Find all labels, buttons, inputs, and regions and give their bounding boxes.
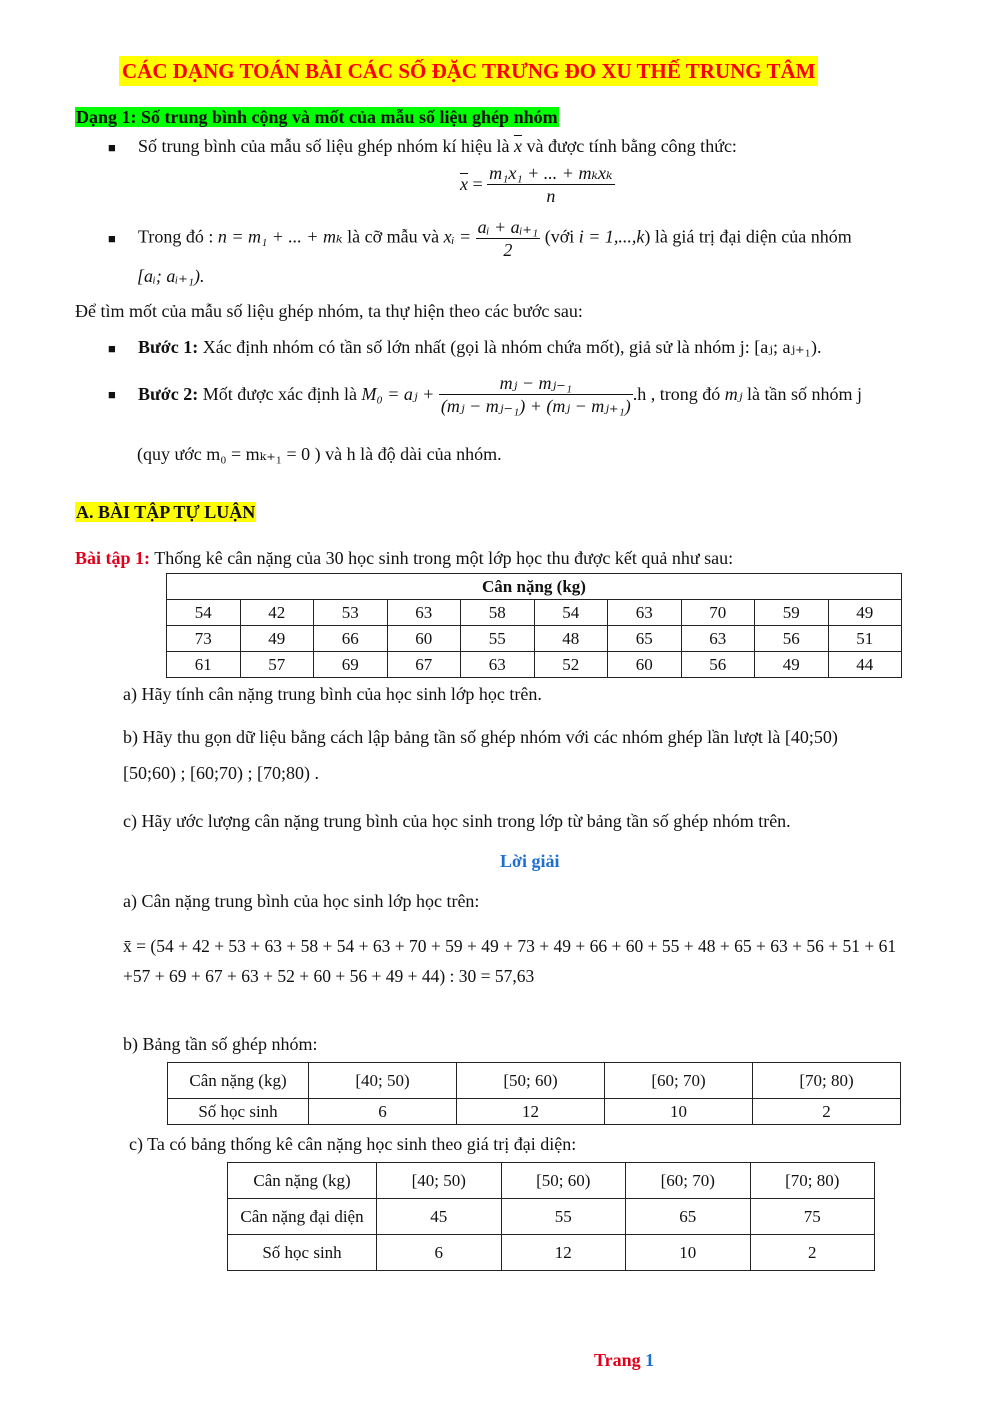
table-row <box>167 600 902 626</box>
table-cell: 44 <box>828 652 902 678</box>
table-cell: 12 <box>457 1099 605 1125</box>
table-cell: 49 <box>828 600 902 626</box>
table-row <box>167 652 902 678</box>
table-row <box>167 626 902 652</box>
bullet-square-icon: ■ <box>108 341 116 356</box>
mean-formula <box>460 162 615 207</box>
representative-values-table <box>227 1162 875 1271</box>
page-number: 1 <box>645 1350 655 1370</box>
table-cell: 12 <box>501 1235 626 1271</box>
where-label: Trong đó : <box>138 226 214 247</box>
solution-a-line1: x̄ = (54 + 42 + 53 + 63 + 58 + 54 + 63 + 70 + 59 + 49 + 73 + 49 + 66 + 60 + 55 + 48 + 65 + 63 + 56 + 51 + 61 <box>123 936 897 956</box>
mj-symbol: mⱼ <box>724 384 743 404</box>
table-row-label: Số học sinh <box>168 1099 309 1125</box>
mean-def-text-a: Số trung bình của mẫu số liệu ghép nhóm kí hiệu là <box>138 136 510 156</box>
table-cell: [50; 60) <box>457 1063 605 1099</box>
solution-heading: Lời giải <box>500 851 560 871</box>
table-cell: 6 <box>309 1099 457 1125</box>
mode-formula-lhs: M₀ = aⱼ + <box>361 384 435 404</box>
table-cell: 45 <box>377 1199 502 1235</box>
step1-label: Bước 1: <box>138 337 199 357</box>
table-cell: 65 <box>608 626 682 652</box>
table-cell: 69 <box>314 652 388 678</box>
table-cell: 67 <box>387 652 461 678</box>
table-cell: [60; 70) <box>605 1063 753 1099</box>
mean-definition <box>108 136 737 157</box>
table-cell: 55 <box>501 1199 626 1235</box>
bullet-square-icon: ■ <box>108 140 116 155</box>
table-header-row <box>167 574 902 600</box>
xbar-symbol: $\overline{x}$ <box>513 136 522 156</box>
table-cell: 54 <box>167 600 241 626</box>
xi-fraction-numerator: aᵢ + aᵢ₊₁ <box>477 217 539 237</box>
table-cell: 10 <box>605 1099 753 1125</box>
mean-def-text-b: và được tính bằng công thức: <box>526 136 737 156</box>
table-cell: 70 <box>681 600 755 626</box>
page-word: Trang <box>594 1350 641 1370</box>
solution-b-intro: b) Bảng tần số ghép nhóm: <box>123 1034 318 1054</box>
question-b-line1: b) Hãy thu gọn dữ liệu bằng cách lập bảng tần số ghép nhóm với các nhóm ghép lần lượt là [40;50) <box>123 727 838 747</box>
xi-symbol: xᵢ = <box>443 226 472 247</box>
table-cell: 61 <box>167 652 241 678</box>
table-cell: 63 <box>461 652 535 678</box>
table-cell: 2 <box>753 1099 901 1125</box>
step2-text-a: Mốt được xác định là <box>202 384 358 404</box>
table-cell: 51 <box>828 626 902 652</box>
table-cell: 49 <box>240 626 314 652</box>
question-b-line2: [50;60) ; [60;70) ; [70;80) . <box>123 763 319 783</box>
table-row <box>228 1199 875 1235</box>
table-cell: 73 <box>167 626 241 652</box>
table-cell: 60 <box>608 652 682 678</box>
table-cell: 75 <box>750 1199 875 1235</box>
formula-equals: = <box>472 174 488 194</box>
bullet-square-icon: ■ <box>108 386 116 402</box>
table-cell: 56 <box>681 652 755 678</box>
table-row <box>168 1099 901 1125</box>
table-cell: 60 <box>387 626 461 652</box>
table-cell: 58 <box>461 600 535 626</box>
bullet-square-icon: ■ <box>108 230 116 246</box>
table-cell: 6 <box>377 1235 502 1271</box>
table-cell: 57 <box>240 652 314 678</box>
table-cell: 53 <box>314 600 388 626</box>
mode-fraction-numerator: mⱼ − mⱼ₋₁ <box>439 372 633 395</box>
group-interval: [aᵢ; aᵢ₊₁). <box>137 266 205 286</box>
mode-fraction-denominator: (mⱼ − mⱼ₋₁) + (mⱼ − mⱼ₊₁) <box>440 396 631 416</box>
exercise1-statement <box>75 548 733 569</box>
question-a: a) Hãy tính cân nặng trung bình của học sinh lớp học trên. <box>123 684 542 704</box>
table-row-label: Cân nặng (kg) <box>228 1163 377 1199</box>
xi-fraction <box>476 216 541 261</box>
table-cell: [70; 80) <box>753 1063 901 1099</box>
question-c: c) Hãy ước lượng cân nặng trung bình của học sinh trong lớp từ bảng tần số ghép nhóm trên. <box>123 811 791 831</box>
table-cell: [70; 80) <box>750 1163 875 1199</box>
table-cell: 48 <box>534 626 608 652</box>
exercise1-text: Thống kê cân nặng của 30 học sinh trong một lớp học thu được kết quả như sau: <box>154 548 734 568</box>
step2-text-b: .h , trong đó <box>632 384 721 404</box>
mean-fraction-denominator: n <box>546 186 556 206</box>
mean-fraction-numerator: m₁x₁ + ... + mₖxₖ <box>489 163 613 183</box>
table-cell: 59 <box>755 600 829 626</box>
section-a-heading <box>75 502 256 523</box>
table-row-label: Cân nặng (kg) <box>168 1063 309 1099</box>
table-cell: 63 <box>387 600 461 626</box>
table-cell: 66 <box>314 626 388 652</box>
table-row-label: Số học sinh <box>228 1235 377 1271</box>
section-a-text: A. BÀI TẬP TỰ LUẬN <box>76 502 256 522</box>
exercise1-label: Bài tập 1: <box>75 548 151 568</box>
raw-weights-table <box>166 573 902 678</box>
step1 <box>108 337 821 358</box>
where-clause <box>108 216 852 261</box>
mode-intro: Để tìm mốt của mẫu số liệu ghép nhóm, ta thự hiện theo các bước sau: <box>75 301 583 321</box>
table-cell: 10 <box>626 1235 751 1271</box>
table-cell: [40; 50) <box>309 1063 457 1099</box>
table-row-label: Cân nặng đại diện <box>228 1199 377 1235</box>
step2-label: Bước 2: <box>138 384 199 404</box>
solution-c-intro: c) Ta có bảng thống kê cân nặng học sinh theo giá trị đại diện: <box>129 1134 577 1154</box>
page-title: CÁC DẠNG TOÁN BÀI CÁC SỐ ĐẶC TRƯNG ĐO XU THẾ TRUNG TÂM <box>119 56 818 86</box>
table-row <box>228 1163 875 1199</box>
table-cell: 54 <box>534 600 608 626</box>
mode-fraction <box>439 372 633 417</box>
table-cell: 42 <box>240 600 314 626</box>
table-cell: 63 <box>608 600 682 626</box>
table-row <box>168 1063 901 1099</box>
table-header: Cân nặng (kg) <box>167 574 902 600</box>
dang1-heading <box>75 107 559 128</box>
sample-size-formula: n = m₁ + ... + mₖ <box>217 226 343 247</box>
table-row <box>228 1235 875 1271</box>
table-cell: [50; 60) <box>501 1163 626 1199</box>
solution-a-intro: a) Cân nặng trung bình của học sinh lớp học trên: <box>123 891 480 911</box>
table-cell: 55 <box>461 626 535 652</box>
table-cell: 52 <box>534 652 608 678</box>
table-cell: 65 <box>626 1199 751 1235</box>
step1-text: Xác định nhóm có tần số lớn nhất (gọi là nhóm chứa mốt), giả sử là nhóm j: [aⱼ; aⱼ₊₁). <box>202 337 822 357</box>
page-footer <box>594 1350 654 1371</box>
table-cell: [40; 50) <box>377 1163 502 1199</box>
table-cell: 49 <box>755 652 829 678</box>
dang1-heading-text: Dạng 1: Số trung bình cộng và mốt của mẫu số liệu ghép nhóm <box>76 107 558 127</box>
index-range: i = 1,...,k <box>578 226 645 247</box>
table-cell: 2 <box>750 1235 875 1271</box>
where-text-d: ) là giá trị đại diện của nhóm <box>644 226 852 247</box>
formula-xbar: $\overline{x}$ <box>460 174 468 194</box>
step2 <box>108 372 862 417</box>
solution-a-line2: +57 + 69 + 67 + 63 + 52 + 60 + 56 + 49 + 44) : 30 = 57,63 <box>123 966 535 986</box>
xi-fraction-denominator: 2 <box>503 240 513 260</box>
where-text-b: là cỡ mẫu và <box>347 226 440 247</box>
mode-convention: (quy ước m₀ = mₖ₊₁ = 0 ) và h là độ dài của nhóm. <box>137 444 502 464</box>
step2-text-c: là tần số nhóm j <box>747 384 863 404</box>
grouped-frequency-table <box>167 1062 901 1125</box>
table-cell: [60; 70) <box>626 1163 751 1199</box>
where-text-c: (với <box>544 226 575 247</box>
table-cell: 56 <box>755 626 829 652</box>
table-cell: 63 <box>681 626 755 652</box>
mean-fraction <box>487 162 614 207</box>
